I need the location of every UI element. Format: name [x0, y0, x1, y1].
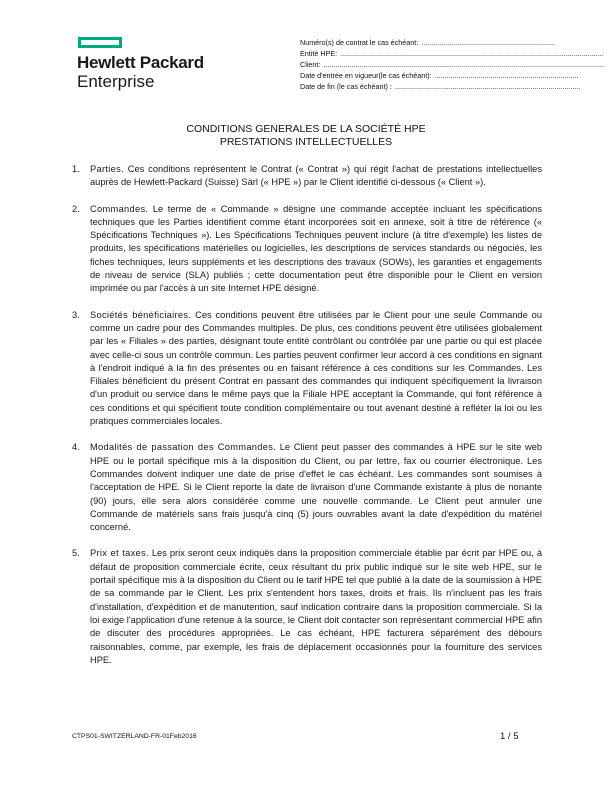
clause-text: Les prix seront ceux indiqués dans la proposition commerciale établie par écrit par HPE ou, à défaut de proposition commerciale écrite, ceux résultant du prix public indiqué sur le site web HPE, sur le portail spécifique mis à la disposition du Client ou le tarif HPE tel que publié à la date de la soumission à HPE de sa commande par le Client. Les prix s'entendent hors taxes, droits et frais. Ils n'incluent pas les frais d'installation, d'expédition et de manutention, sauf indication contraire dans la proposition commerciale. Si la loi exige l'application d'une retenue à la source, le Client doit contacter son représentant commercial HPE afin de discuter des procédures appropriées. Le cas échéant, HPE facturera séparément des débours raisonnables, comme, par exemple, les frais de déplacement occasionnés pour la fourniture des services HPE.	[90, 548, 542, 665]
logo-text-line2: Enterprise	[77, 72, 155, 91]
field-blank: ........................................................................	[434, 71, 579, 80]
field-label: Date de fin (le cas échéant) :	[300, 82, 392, 91]
clause-number: 5.	[72, 548, 80, 559]
clause-number: 3.	[72, 309, 80, 320]
field-blank: ....................................................................................................................................	[340, 49, 604, 58]
logo-text-line1: Hewlett Packard	[77, 53, 204, 72]
clause-body	[90, 441, 542, 534]
clause-orders	[72, 203, 542, 296]
clause-heading: Parties.	[90, 164, 124, 174]
field-blank: .............................................................................................	[394, 82, 581, 91]
document-title: CONDITIONS GENERALES DE LA SOCIÉTÉ HPE	[186, 123, 426, 135]
hpe-logo-mark	[78, 37, 122, 48]
clause-number: 2.	[72, 203, 80, 214]
clause-heading: Prix et taxes.	[90, 548, 149, 559]
clause-prices-taxes	[72, 547, 542, 667]
field-blank: ...................................................................	[421, 38, 556, 47]
clause-ordering-terms	[72, 441, 542, 534]
clause-body	[90, 547, 542, 667]
clause-heading: Sociétés bénéficiaires.	[90, 309, 192, 320]
clause-body	[90, 163, 542, 190]
field-hpe-entity	[300, 48, 604, 59]
document-subtitle: PRESTATIONS INTELLECTUELLES	[219, 136, 393, 148]
field-end-date	[300, 81, 581, 92]
field-label: Date d'entrée en vigueur(le cas échéant):	[300, 71, 432, 80]
clause-body	[90, 309, 542, 429]
clause-text: Le Client peut passer des commandes à HPE sur le site web HPE ou le portail spécifique mis à la disposition du Client, ou par lettre, fax ou courrier électronique. Les Commandes doivent indiquer une date de prise d'effet le cas échéant. Les commandes sont soumises à l'acceptation de HPE. Si le Client reporte la date de livraison d'une Commande existante à plus de nonante (90) jours, elle sera alors considérée comme une nouvelle commande. Le Client peut annuler une Commande de matériels sans frais jusqu'à cinq (5) jours ouvrables avant la date d'expédition du matériel concerné.	[90, 442, 542, 533]
page-number: 1 / 5	[500, 731, 519, 742]
clause-beneficiary-companies	[72, 309, 542, 429]
clause-text: Ces conditions représentent le Contrat (« Contrat ») qui régit l'achat de prestations intellectuelles auprès de Hewlett-Packard (Suisse) Sàrl (« HPE ») par le Client identifié ci-dessous (« Client »).	[90, 164, 542, 188]
clause-number: 1.	[72, 164, 80, 174]
clause-list	[72, 163, 542, 680]
clause-heading: Commandes.	[90, 203, 149, 214]
clause-parties	[72, 163, 542, 190]
field-label: Entité HPE:	[300, 49, 338, 58]
field-label: Numéro(s) de contrat le cas échéant:	[300, 38, 419, 47]
clause-text: Le terme de « Commande » désigne une commande acceptée incluant les spécifications techniques que les Parties identifient comme étant incorporées soit en annexe, soit à titre de référence (« Spécifications Techniques »). Les Spécifications Techniques peuvent inclure (à titre d'exemple) les listes de produits, les spécifications matérielles ou logicielles, les descriptions de services standards ou négociés, les fiches techniques, leurs suppléments et les descriptions des travaux (SOWs), les garanties et engagements de niveau de service (SLA) publiés ; cette documentation peut être disponible pour le Client en version imprimée ou par l'accès à un site Internet HPE désigné.	[90, 203, 542, 294]
clause-number: 4.	[72, 442, 80, 453]
field-client	[300, 59, 605, 70]
clause-heading: Modalités de passation des Commandes.	[90, 442, 277, 453]
field-label: Client:	[300, 60, 321, 69]
clause-text: Ces conditions peuvent être utilisées par le Client pour une seule Commande ou comme un cadre pour des Commandes multiples. De plus, ces conditions peuvent être utilisées globalement par les « Filiales » des parties, désignant toute entité contrôlant ou contrôlée par une partie ou qui est placée avec celle-ci sous un contrôle commun. Les parties peuvent confirmer leur accord à ces conditions en signant à l'endroit indiqué à la fin des présentes ou en faisant référence à ces conditions sur les Commandes. Les Filiales bénéficient du présent Contrat en passant des commandes qui indiquent spécifiquement la livraison d'un produit ou service dans le même pays que la Filiale HPE acceptant la Commande, qui font référence à ces conditions et qui spécifient toute condition complémentaire ou tout avenant destiné à refléter la loi ou les pratiques commerciales locales.	[90, 309, 542, 427]
contract-header-fields	[300, 37, 605, 92]
field-blank: .............................................................................................................................................	[323, 60, 605, 69]
field-contract-number	[300, 37, 556, 48]
clause-body	[90, 203, 542, 296]
field-effective-date	[300, 70, 579, 81]
document-code: CTPS01-SWITZERLAND-FR-01Feb2016	[72, 733, 197, 740]
